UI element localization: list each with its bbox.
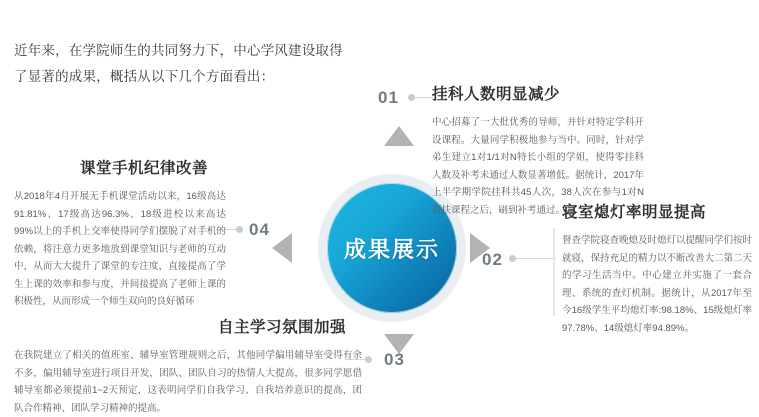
arrow-up-icon — [384, 126, 414, 146]
section-01-title: 挂科人数明显减少 — [432, 86, 561, 103]
section-03-title: 自主学习氛围加强 — [218, 319, 347, 336]
connector-dot-04 — [236, 226, 243, 233]
connector-line-01 — [415, 97, 433, 98]
connector-dot-03 — [365, 356, 372, 363]
number-badge-02: 02 — [482, 250, 503, 269]
section-01-body: 中心招募了一大批优秀的导师，并针对特定学科开设课程。大量同学积极地参与当中。同时，针对学弟生建立1对1/1对N特长小组的学姐，使得零挂科人数及补考未通过人数显著增低。据统计，2017年上半学期学院挂科共45人次，38人次在参与1对N帮扶课程之后，刷到补考通过。 — [432, 117, 644, 216]
connector-dot-01 — [408, 94, 415, 101]
number-badge-03: 03 — [384, 350, 405, 369]
connector-line-02 — [516, 258, 556, 259]
section-02-title: 寝室熄灯率明显提高 — [562, 204, 707, 221]
section-04-title: 课堂手机纪律改善 — [80, 160, 209, 177]
section-04 — [14, 156, 226, 311]
section-02 — [562, 200, 752, 337]
section-03 — [14, 315, 362, 417]
section-02-body: 督查学院寝查晚熄及时熄灯以提醒同学们按时就寝，保持充足的精力以不断改善大二第二天的学习生活当中。中心建立并实施了一套合理、系统的查灯机制。据统计，从2017年至今16级学生平均熄灯率:98.18%、15级熄灯率97.78%、14级熄灯率94.89%。 — [562, 235, 753, 334]
section-03-body: 在我院建立了相关的值班室、辅导室管理规则之后，其他同学偏用辅导室受得有余不多，偏用辅导室进行项目开发，团队、团队自习的热情人大提高，很多同学愿借辅导室都必须提前1~2天预定，这表明同学们自我学习、自我培养意识的提高，团队合作精神、团队学习精神的提高。 — [14, 350, 362, 414]
number-badge-01: 01 — [378, 88, 399, 107]
section-04-body: 从2018年4月开展无手机课堂活动以来，16级高达91.81%、17级高达96.3%、18级进校以来高达99%以上的手机上交率使得同学们摆脱了对手机的依赖，将注意力更多地放到课堂知识与老师的互动中，从而大大提升了课堂的专注度，直接提高了学生上课的效率和参与度，并间接提高了老师上课的积极性，从而形成一个师生双向的良好循环 — [14, 191, 226, 308]
section-01 — [432, 82, 644, 219]
intro-paragraph: 近年来，在学院师生的共同努力下，中心学风建设取得了显著的成果，概括从以下几个方面看出： — [14, 43, 343, 85]
number-badge-04: 04 — [249, 220, 270, 239]
center-label: 成果展示 — [343, 236, 440, 262]
section-02-divider — [553, 228, 555, 316]
arrow-left-icon — [272, 233, 292, 263]
connector-dot-02 — [509, 255, 516, 262]
